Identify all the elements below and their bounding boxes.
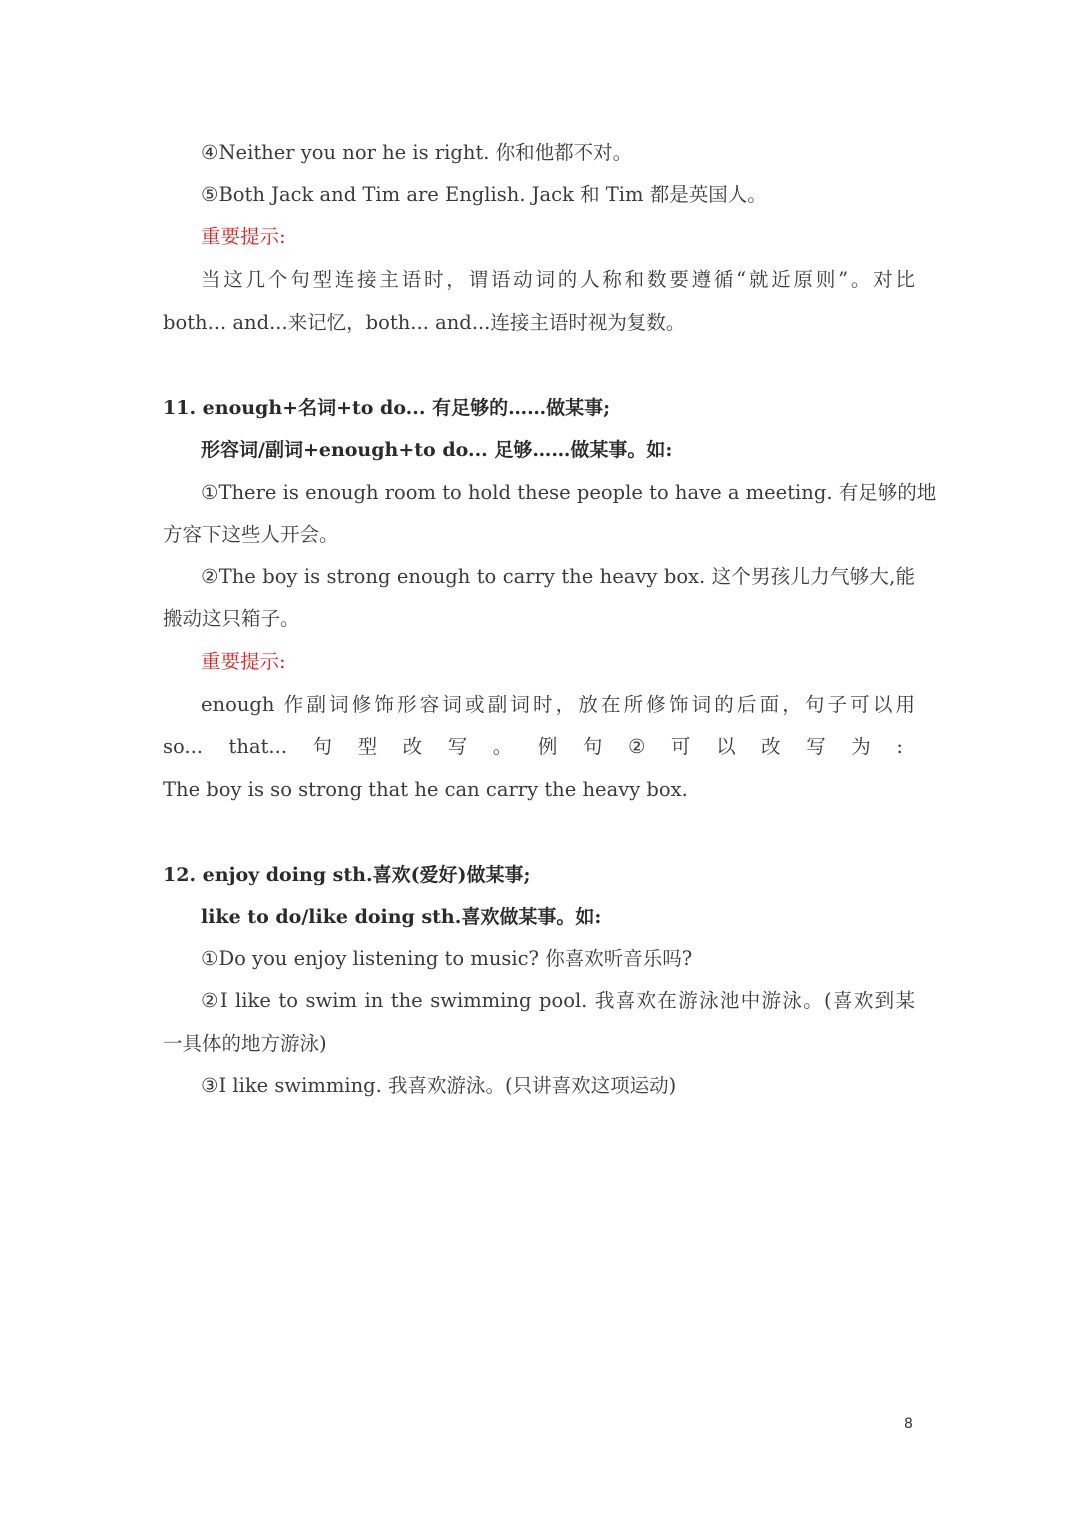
section-11-tip-line-2: [163, 733, 903, 761]
section-12-example-3: ③I like swimming. 我喜欢游泳。(只讲喜欢这项运动): [201, 1074, 677, 1097]
section-12-example-1: ①Do you enjoy listening to music? 你喜欢听音乐吗?: [201, 947, 693, 970]
section-11-heading: 11. enough+名词+to do... 有足够的……做某事;: [163, 397, 611, 419]
tip-token: 句: [312, 735, 333, 758]
example-4: ④Neither you nor he is right. 你和他都不对。: [201, 141, 633, 164]
section-12-heading: 12. enjoy doing sth.喜欢(爱好)做某事;: [163, 864, 531, 886]
section-11-example-1-line-2: 方容下这些人开会。: [163, 523, 339, 546]
tip-token: 句: [582, 735, 603, 758]
tip-token: 可: [671, 735, 691, 758]
section-11-example-1-line-1: ①There is enough room to hold these people to have a meeting. 有足够的地: [201, 481, 937, 504]
section-11-subheading: 形容词/副词+enough+to do... 足够……做某事。如:: [201, 439, 673, 461]
tip-token: 型: [357, 735, 378, 758]
tip-label: 重要提示:: [201, 225, 286, 248]
section-12-subheading: like to do/like doing sth.喜欢做某事。如:: [201, 906, 602, 928]
section-11-tip-label: 重要提示:: [201, 650, 286, 673]
page-number: 8: [904, 1416, 913, 1432]
tip-token: that...: [228, 735, 287, 758]
section-11-tip-line-3: The boy is so strong that he can carry the heavy box.: [163, 778, 688, 801]
section-11-example-2-line-1: ②The boy is strong enough to carry the heavy box. 这个男孩儿力气够大,能: [201, 565, 915, 588]
tip-token: 改: [402, 735, 423, 758]
section-11-example-2-line-2: 搬动这只箱子。: [163, 607, 300, 630]
tip-token: 。: [492, 735, 513, 758]
section-12-example-2-line-1: ②I like to swim in the swimming pool. 我喜欢在游泳池中游泳。(喜欢到某: [201, 989, 915, 1012]
tip-token: 改: [761, 735, 781, 758]
section-12-example-2-line-2: 一具体的地方游泳): [163, 1032, 327, 1055]
section-11-tip-line-1: enough 作副词修饰形容词或副词时，放在所修饰词的后面，句子可以用: [201, 693, 915, 716]
tip-token: so...: [163, 735, 203, 758]
tip-token: 例: [537, 735, 558, 758]
tip-token: 写: [447, 735, 468, 758]
example-5: ⑤Both Jack and Tim are English. Jack 和 Tim 都是英国人。: [201, 183, 767, 206]
tip-token: ②: [627, 735, 646, 758]
tip-text-line-2: both... and...来记忆，both... and...连接主语时视为复数。: [163, 311, 686, 334]
tip-token: 以: [716, 735, 736, 758]
tip-text-line-1: 当这几个句型连接主语时，谓语动词的人称和数要遵循“就近原则”。对比: [201, 268, 915, 291]
tip-token: :: [896, 735, 903, 758]
tip-token: 写: [806, 735, 826, 758]
tip-token: 为: [851, 735, 871, 758]
